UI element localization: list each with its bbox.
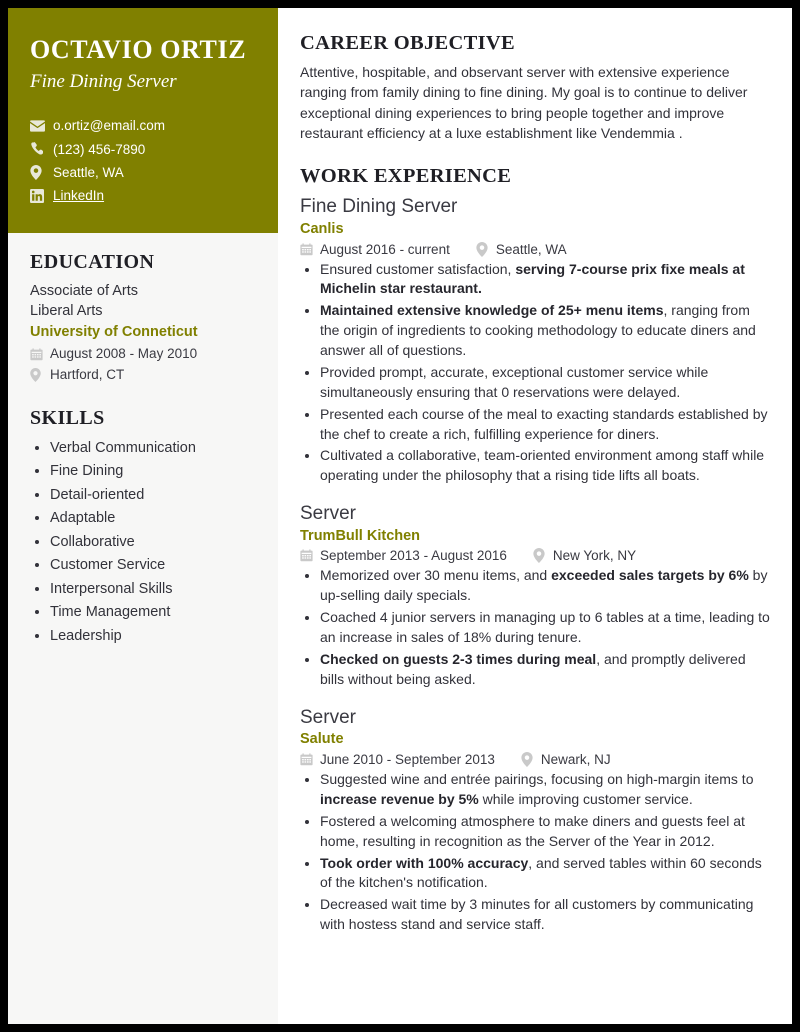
job-bullet: • Checked on guests 2-3 times during meal, and promptly delivered bills without being asked.: [320, 650, 770, 690]
skill-item: • Fine Dining: [50, 460, 256, 483]
contact-item: [30, 139, 256, 160]
sidebar-body: [8, 233, 278, 669]
career-objective-section: [300, 32, 770, 143]
skill-item: • Leadership: [50, 625, 256, 648]
job-dates: August 2016 - current: [320, 241, 450, 257]
education-school: University of Conneticut: [30, 323, 198, 340]
education-heading: EDUCATION: [30, 250, 155, 273]
job-title: Server: [300, 503, 356, 525]
career-objective-text: Attentive, hospitable, and observant server with extensive experience ranging from family dining to fine dining. My goal is to continue to deliver exceptional dining experiences to bring people together and improve restaurant efficiency at a luxe establishment like Vendemmia .: [300, 64, 748, 141]
job-location-group: [521, 752, 611, 767]
work-experience-heading: WORK EXPERIENCE: [300, 165, 512, 188]
contact-text[interactable]: LinkedIn: [53, 188, 105, 204]
education-dates: August 2008 - May 2010: [50, 346, 198, 362]
education-location: Hartford, CT: [50, 366, 125, 382]
job-entry: [300, 706, 770, 935]
job-company: Salute: [300, 731, 344, 748]
job-bullet: • Cultivated a collaborative, team-oriented environment among staff while operating under the philosophy that a rising tide lifts all boats.: [320, 446, 770, 486]
education-dates-row: [30, 344, 256, 364]
job-company: Canlis: [300, 220, 344, 237]
job-entry: [300, 502, 770, 690]
map-pin-icon: [30, 165, 48, 180]
contact-list: [30, 115, 256, 206]
job-bullet: • Fostered a welcoming atmosphere to make diners and guests feel at home, resulting in recognition as the Server of the Year in 2012.: [320, 812, 770, 852]
linkedin-icon: [30, 189, 48, 203]
calendar-icon: [300, 243, 315, 256]
jobs-container: [300, 195, 770, 935]
skills-section: [30, 407, 256, 648]
career-objective-heading: CAREER OBJECTIVE: [300, 32, 515, 54]
skill-item: • Interpersonal Skills: [50, 578, 256, 601]
main-column: [278, 8, 792, 1024]
job-location: Seattle, WA: [495, 241, 567, 257]
envelope-icon: [30, 120, 48, 132]
job-bullet-list: [300, 770, 770, 935]
job-bullet: • Ensured customer satisfaction, serving 7-course prix fixe meals at Michelin star restaurant.: [320, 260, 770, 300]
sidebar: [8, 8, 278, 1024]
job-bullet-list: [300, 260, 770, 487]
skills-list: [30, 437, 256, 648]
job-dates: September 2013 - August 2016: [320, 548, 507, 564]
job-bullet: • Provided prompt, accurate, exceptional customer service while simultaneously ensuring that 0 reservations were delayed.: [320, 363, 770, 403]
map-pin-icon: [521, 752, 536, 767]
job-company: TrumBull Kitchen: [300, 527, 421, 544]
skill-item: • Collaborative: [50, 531, 256, 554]
resume-page: [8, 8, 792, 1024]
job-meta-row: [300, 752, 770, 767]
contact-item[interactable]: [30, 185, 256, 206]
skill-item: • Time Management: [50, 601, 256, 624]
job-bullet: • Maintained extensive knowledge of 25+ menu items, ranging from the origin of ingredients to cooking methodology to educate diners and answer all of questions.: [320, 301, 770, 361]
skill-item: • Customer Service: [50, 554, 256, 577]
job-dates-group: [300, 752, 495, 767]
job-meta-row: [300, 242, 770, 257]
job-location: Newark, NJ: [540, 752, 611, 767]
map-pin-icon: [30, 368, 45, 382]
education-location-row: [30, 365, 256, 385]
skill-item: • Verbal Communication: [50, 437, 256, 460]
job-location: New York, NY: [552, 548, 637, 564]
job-bullet: • Presented each course of the meal to exacting standards established by the chef to create a rich, fulfilling experience for diners.: [320, 405, 770, 445]
skill-item: • Detail-oriented: [50, 484, 256, 507]
education-field: Liberal Arts: [30, 303, 103, 320]
skills-heading: SKILLS: [30, 406, 105, 429]
education-section: [30, 251, 256, 385]
job-dates-group: [300, 242, 450, 257]
job-bullet: • Memorized over 30 menu items, and exceeded sales targets by 6% by up-selling daily specials.: [320, 566, 770, 606]
job-location-group: [476, 242, 567, 257]
work-experience-section: [300, 165, 770, 935]
contact-text: Seattle, WA: [53, 165, 124, 181]
job-entry: [300, 195, 770, 486]
calendar-icon: [30, 348, 45, 361]
skill-item: • Adaptable: [50, 507, 256, 530]
calendar-icon: [300, 753, 315, 766]
map-pin-icon: [476, 242, 491, 257]
name-header-block: [8, 8, 278, 233]
job-bullet-list: [300, 566, 770, 689]
contact-item: [30, 115, 256, 136]
job-meta-row: [300, 548, 770, 563]
job-title: Fine Dining Server: [300, 196, 458, 218]
job-bullet: • Decreased wait time by 3 minutes for all customers by communicating with hostess stand and service staff.: [320, 895, 770, 935]
contact-text: (123) 456-7890: [53, 141, 146, 157]
candidate-name: OCTAVIO ORTIZ: [30, 35, 247, 64]
job-location-group: [533, 548, 636, 563]
phone-icon: [30, 142, 48, 156]
job-bullet: • Coached 4 junior servers in managing up to 6 tables at a time, leading to an increase in sales of 18% during tenure.: [320, 608, 770, 648]
calendar-icon: [300, 549, 315, 562]
job-dates-group: [300, 548, 507, 563]
job-dates: June 2010 - September 2013: [320, 752, 495, 767]
candidate-job-title: Fine Dining Server: [30, 70, 177, 92]
contact-text: o.ortiz@email.com: [53, 118, 165, 134]
contact-item: [30, 162, 256, 183]
job-bullet: • Took order with 100% accuracy, and served tables within 60 seconds of the kitchen's notification.: [320, 854, 770, 894]
map-pin-icon: [533, 548, 548, 563]
education-degree: Associate of Arts: [30, 282, 138, 299]
job-bullet: • Suggested wine and entrée pairings, focusing on high-margin items to increase revenue by 5% while improving customer service.: [320, 770, 770, 810]
job-title: Server: [300, 706, 356, 728]
